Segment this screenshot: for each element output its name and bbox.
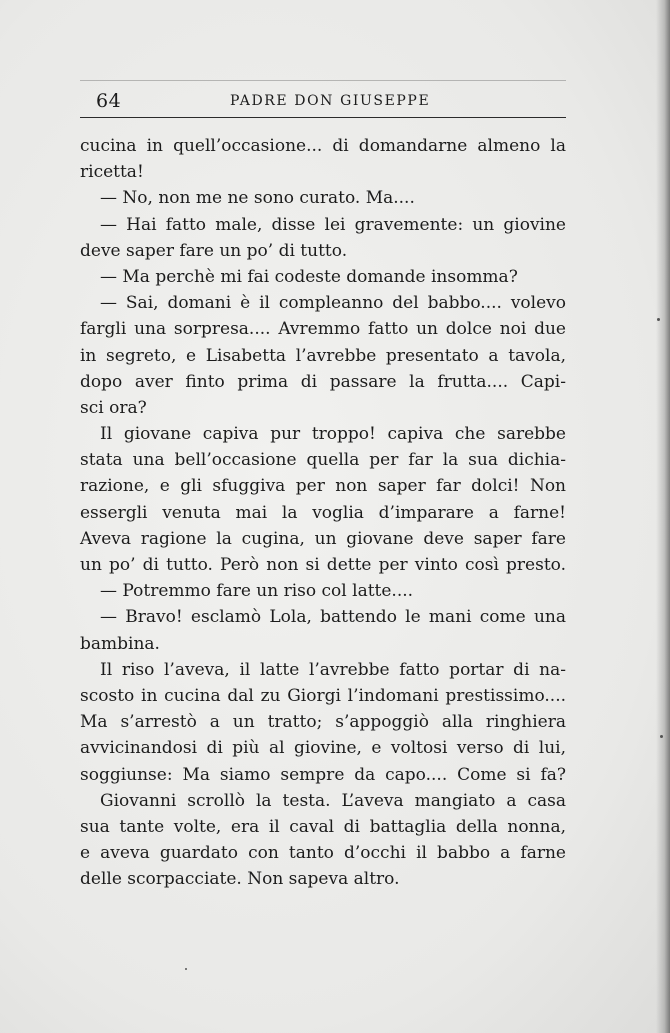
scan-speck (185, 968, 187, 970)
text-line: essergli venuta mai la voglia d’imparare a farne! (80, 502, 566, 523)
text-line: soggiunse: Ma siamo sempre da capo.... Come si fa? (80, 764, 566, 785)
page-number: 64 (96, 90, 122, 112)
text-line: Ma s’arrestò a un tratto; s’appoggiò alla ringhiera (80, 712, 566, 733)
text-line: scosto in cucina dal zu Giorgi l’indomani prestissimo.... (80, 685, 566, 706)
header-rule (80, 117, 566, 118)
text-line: ricetta! (80, 162, 144, 183)
text-line: avvicinandosi di più al giovine, e voltosi verso di lui, (80, 738, 566, 759)
text-line: Aveva ragione la cugina, un giovane deve saper fare (80, 528, 566, 549)
text-line: — Hai fatto male, disse lei gravemente: un giovine (100, 214, 566, 235)
text-line: Il riso l’aveva, il latte l’avrebbe fatto portar di na- (100, 659, 566, 680)
text-line: delle scorpacciate. Non sapeva altro. (80, 869, 400, 890)
text-line: — Sai, domani è il compleanno del babbo.... volevo (100, 293, 566, 314)
text-line: — Potremmo fare un riso col latte.... (100, 581, 414, 602)
text-line: e aveva guardato con tanto d’occhi il babbo a farne (80, 843, 566, 864)
text-line: fargli una sorpresa.... Avremmo fatto un dolce noi due (80, 319, 566, 340)
text-line: stata una bell’occasione quella per far la sua dichia- (80, 450, 566, 471)
text-line: bambina. (80, 633, 160, 654)
page-header (80, 90, 566, 118)
text-line: dopo aver finto prima di passare la frutta.... Capi- (80, 371, 566, 392)
text-line: sci ora? (80, 397, 147, 418)
page-top-shadow-line (80, 80, 566, 81)
text-line: — Ma perchè mi fai codeste domande insomma? (100, 266, 518, 287)
text-line: in segreto, e Lisabetta l’avrebbe presentato a tavola, (80, 345, 566, 366)
body-text (80, 133, 566, 892)
text-line: Il giovane capiva pur troppo! capiva che sarebbe (100, 424, 566, 445)
text-line: — No, non me ne sono curato. Ma.... (100, 188, 415, 209)
text-line: cucina in quell’occasione... di domandarne almeno la (80, 136, 566, 156)
text-line: sua tante volte, era il caval di battaglia della nonna, (80, 816, 566, 837)
page-edge-shadow (656, 0, 670, 1033)
text-line: razione, e gli sfuggiva per non saper far dolci! Non (80, 476, 566, 497)
text-line: Giovanni scrollò la testa. L’aveva mangiato a casa (100, 790, 566, 811)
text-line: deve saper fare un po’ di tutto. (80, 240, 348, 261)
text-line: un po’ di tutto. Però non si dette per vinto così presto. (80, 555, 566, 575)
text-line: — Bravo! esclamò Lola, battendo le mani come una (100, 607, 566, 628)
running-title: PADRE DON GIUSEPPE (230, 93, 431, 109)
